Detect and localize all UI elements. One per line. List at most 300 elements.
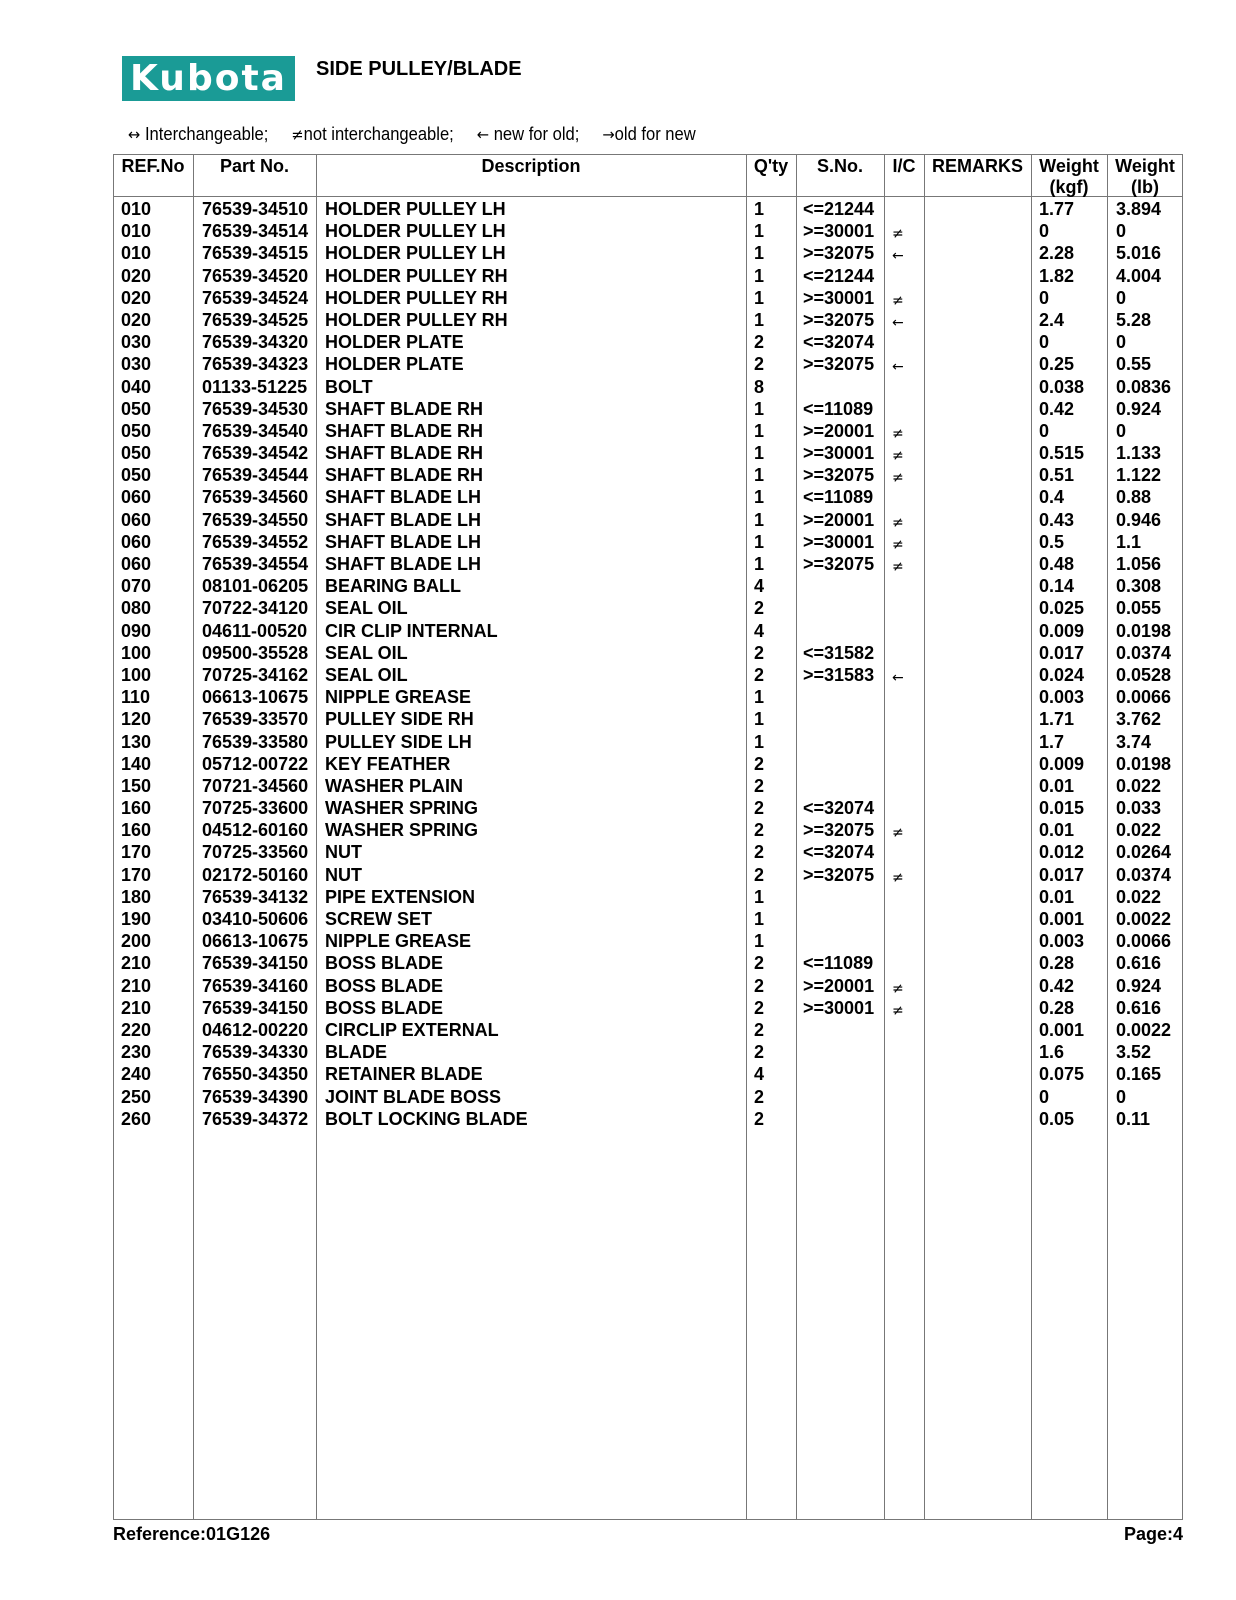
interchangeability-cell: ←	[892, 669, 904, 686]
weight-kgf-cell: 0.05	[1039, 1108, 1075, 1129]
weight-lb-cell: 0.0374	[1116, 864, 1172, 885]
reference-footer: Reference:01G126	[113, 1524, 271, 1544]
description-cell: NUT	[325, 842, 362, 863]
table-row	[113, 620, 1183, 642]
quantity-cell: 1	[754, 531, 765, 552]
description-cell: CIR CLIP INTERNAL	[325, 620, 498, 641]
part-number-cell: 76539-34132	[202, 886, 309, 907]
weight-lb-cell: 0.55	[1116, 354, 1152, 375]
weight-kgf-cell: 0.009	[1039, 753, 1085, 774]
table-row	[113, 287, 1183, 309]
weight-lb-cell: 0	[1116, 287, 1127, 308]
part-number-cell: 76539-34520	[202, 265, 309, 286]
ref-cell: 050	[121, 398, 152, 419]
weight-kgf-cell: 0.025	[1039, 598, 1085, 619]
part-number-cell: 04612-00220	[202, 1019, 309, 1040]
weight-lb-cell: 0.0066	[1116, 687, 1172, 708]
description-cell: WASHER SPRING	[325, 798, 479, 819]
quantity-cell: 2	[754, 354, 765, 375]
ref-cell: 250	[121, 1086, 152, 1107]
weight-lb-cell: 0.055	[1116, 598, 1162, 619]
description-cell: SCREW SET	[325, 909, 433, 929]
weight-kgf-cell: 0.515	[1039, 443, 1085, 464]
legend-label: new for old;	[493, 124, 580, 144]
description-cell: RETAINER BLADE	[325, 1064, 483, 1085]
quantity-cell: 2	[754, 753, 765, 774]
header-weight-kgf-line2: (kgf)	[1049, 177, 1089, 197]
description-cell: NIPPLE GREASE	[325, 687, 472, 708]
ref-cell: 030	[121, 354, 152, 375]
part-number-cell: 76539-34320	[202, 332, 309, 353]
quantity-cell: 2	[754, 642, 765, 663]
quantity-cell: 2	[754, 775, 765, 796]
quantity-cell: 2	[754, 864, 765, 885]
interchangeability-cell: ≠	[892, 1002, 904, 1019]
weight-kgf-cell: 0.017	[1039, 864, 1085, 885]
description-cell: JOINT BLADE BOSS	[325, 1086, 502, 1107]
table-row	[113, 886, 1183, 908]
weight-kgf-cell: 0	[1039, 221, 1050, 242]
table-row	[113, 753, 1183, 775]
table-row	[113, 309, 1183, 331]
serial-number-cell: <=21244	[803, 265, 875, 286]
ref-cell: 120	[121, 709, 152, 730]
description-cell: PULLEY SIDE LH	[325, 731, 472, 752]
serial-number-cell: >=30001	[803, 997, 875, 1018]
weight-lb-cell: 0.0022	[1116, 909, 1172, 929]
part-number-cell: 76539-34550	[202, 509, 309, 530]
table-row	[113, 220, 1183, 242]
quantity-cell: 1	[754, 265, 765, 286]
description-cell: BOSS BLADE	[325, 953, 444, 974]
legend-item-not-interchangeable	[291, 124, 453, 144]
table-row	[113, 553, 1183, 575]
description-cell: NIPPLE GREASE	[325, 931, 472, 952]
table-row	[113, 442, 1183, 464]
table-row	[113, 597, 1183, 619]
part-number-cell: 76539-34554	[202, 554, 309, 574]
quantity-cell: 1	[754, 709, 765, 730]
weight-lb-cell: 0.0066	[1116, 931, 1172, 952]
part-number-cell: 76539-34323	[202, 354, 309, 375]
description-cell: SHAFT BLADE RH	[325, 465, 483, 486]
page-number: Page:4	[1123, 1524, 1183, 1544]
part-number-cell: 76539-34525	[202, 309, 309, 330]
weight-kgf-cell: 0.42	[1039, 398, 1075, 419]
part-number-cell: 76539-34160	[202, 975, 309, 996]
interchangeability-cell: ≠	[892, 470, 904, 487]
ref-cell: 060	[121, 554, 152, 574]
weight-kgf-cell: 0.012	[1039, 842, 1085, 863]
part-number-cell: 06613-10675	[202, 931, 309, 952]
table-row	[113, 331, 1183, 353]
ref-cell: 080	[121, 598, 152, 619]
ref-cell: 130	[121, 731, 152, 752]
both-arrow-icon: ↔	[128, 125, 141, 144]
weight-kgf-cell: 0.5	[1039, 531, 1065, 552]
serial-number-cell: >=20001	[803, 420, 875, 441]
weight-kgf-cell: 1.71	[1039, 709, 1075, 730]
table-row	[113, 797, 1183, 819]
interchangeability-cell: ≠	[892, 869, 904, 886]
interchangeability-cell: ≠	[892, 980, 904, 997]
weight-lb-cell: 5.016	[1116, 243, 1162, 264]
description-cell: SEAL OIL	[325, 642, 408, 663]
serial-number-cell: <=32074	[803, 842, 875, 863]
serial-number-cell: >=30001	[803, 531, 875, 552]
quantity-cell: 8	[754, 376, 765, 397]
weight-lb-cell: 0	[1116, 221, 1127, 242]
weight-lb-cell: 1.122	[1116, 465, 1162, 486]
weight-lb-cell: 1.133	[1116, 443, 1162, 464]
weight-lb-cell: 0.924	[1116, 975, 1162, 996]
ref-cell: 160	[121, 820, 152, 841]
description-cell: WASHER SPRING	[325, 820, 479, 841]
quantity-cell: 4	[754, 576, 765, 597]
weight-lb-cell: 0	[1116, 420, 1127, 441]
weight-kgf-cell: 0.4	[1039, 487, 1065, 508]
ref-cell: 220	[121, 1019, 152, 1040]
description-cell: BOLT	[325, 376, 373, 397]
quantity-cell: 1	[754, 443, 765, 464]
ref-cell: 050	[121, 443, 152, 464]
part-number-cell: 09500-35528	[202, 642, 309, 663]
part-number-cell: 76539-34330	[202, 1042, 309, 1063]
legend-item-interchangeable	[128, 124, 268, 144]
weight-kgf-cell: 0.01	[1039, 820, 1075, 841]
interchangeability-cell: ≠	[892, 448, 904, 465]
table-row	[113, 642, 1183, 664]
table-row	[113, 398, 1183, 420]
part-number-cell: 76539-34150	[202, 997, 309, 1018]
ref-cell: 060	[121, 509, 152, 530]
interchangeability-cell: ≠	[892, 825, 904, 842]
header-weight-lb	[1107, 156, 1183, 198]
ref-cell: 060	[121, 531, 152, 552]
quantity-cell: 4	[754, 1064, 765, 1085]
weight-kgf-cell: 0.28	[1039, 997, 1075, 1018]
description-cell: HOLDER PULLEY RH	[325, 309, 508, 330]
weight-lb-cell: 0.88	[1116, 487, 1152, 508]
weight-kgf-cell: 0.075	[1039, 1064, 1085, 1085]
serial-number-cell: >=31583	[803, 664, 875, 685]
weight-kgf-cell: 0	[1039, 332, 1050, 353]
description-cell: SHAFT BLADE LH	[325, 487, 481, 508]
quantity-cell: 1	[754, 509, 765, 530]
serial-number-cell: >=32075	[803, 820, 875, 841]
ref-cell: 090	[121, 620, 152, 641]
part-number-cell: 76539-34150	[202, 953, 309, 974]
table-row	[113, 376, 1183, 398]
weight-lb-cell: 0.0198	[1116, 620, 1172, 641]
ref-cell: 030	[121, 332, 152, 353]
part-number-cell: 76539-34524	[202, 287, 309, 308]
serial-number-cell: >=32075	[803, 465, 875, 486]
description-cell: SHAFT BLADE RH	[325, 398, 483, 419]
interchangeability-legend	[128, 124, 714, 145]
interchangeability-cell: ≠	[892, 536, 904, 553]
interchangeability-cell: ←	[892, 359, 904, 376]
weight-kgf-cell: 0.25	[1039, 354, 1075, 375]
table-row	[113, 353, 1183, 375]
table-row	[113, 198, 1183, 220]
weight-kgf-cell: 0.43	[1039, 509, 1075, 530]
weight-kgf-cell: 0.017	[1039, 642, 1085, 663]
weight-kgf-cell: 0.003	[1039, 687, 1085, 708]
description-cell: HOLDER PULLEY RH	[325, 287, 508, 308]
ref-cell: 260	[121, 1108, 152, 1129]
interchangeability-cell: ≠	[892, 559, 904, 575]
table-row	[113, 575, 1183, 597]
serial-number-cell: >=30001	[803, 221, 875, 242]
weight-lb-cell: 4.004	[1116, 265, 1162, 286]
description-cell: NUT	[325, 864, 362, 885]
weight-lb-cell: 0.165	[1116, 1064, 1162, 1085]
description-cell: CIRCLIP EXTERNAL	[325, 1019, 499, 1040]
ref-cell: 020	[121, 287, 152, 308]
header-ic: I/C	[892, 156, 916, 176]
part-number-cell: 70721-34560	[202, 775, 309, 796]
table-row	[113, 731, 1183, 753]
header-weight-lb-line2: (lb)	[1131, 177, 1159, 197]
quantity-cell: 1	[754, 420, 765, 441]
weight-kgf-cell: 0	[1039, 287, 1050, 308]
weight-kgf-cell: 0.14	[1039, 576, 1075, 597]
description-cell: HOLDER PULLEY LH	[325, 221, 506, 242]
weight-lb-cell: 0.0264	[1116, 842, 1172, 863]
ref-cell: 010	[121, 243, 152, 264]
part-number-cell: 76539-34515	[202, 243, 309, 264]
quantity-cell: 2	[754, 820, 765, 841]
table-row	[113, 464, 1183, 486]
weight-lb-cell: 0.0836	[1116, 376, 1172, 397]
quantity-cell: 1	[754, 487, 765, 508]
serial-number-cell: >=30001	[803, 287, 875, 308]
table-row	[113, 975, 1183, 997]
weight-lb-cell: 1.056	[1116, 554, 1162, 574]
weight-kgf-cell: 0	[1039, 1086, 1050, 1107]
weight-kgf-cell: 0.015	[1039, 798, 1085, 819]
weight-lb-cell: 0.308	[1116, 576, 1162, 597]
description-cell: HOLDER PULLEY RH	[325, 265, 508, 286]
description-cell: KEY FEATHER	[325, 753, 451, 774]
ref-cell: 150	[121, 775, 152, 796]
part-number-cell: 76539-34540	[202, 420, 309, 441]
interchangeability-cell: ←	[892, 314, 904, 331]
serial-number-cell: <=32074	[803, 798, 875, 819]
weight-kgf-cell: 0.003	[1039, 931, 1085, 952]
part-number-cell: 70725-34162	[202, 664, 309, 685]
part-number-cell: 08101-06205	[202, 576, 309, 597]
serial-number-cell: <=11089	[803, 953, 874, 974]
description-cell: BOSS BLADE	[325, 997, 444, 1018]
table-row	[113, 819, 1183, 841]
serial-number-cell: <=31582	[803, 642, 875, 663]
serial-number-cell: >=20001	[803, 509, 875, 530]
serial-number-cell: >=32075	[803, 309, 875, 330]
description-cell: PULLEY SIDE RH	[325, 709, 474, 730]
part-number-cell: 76539-33570	[202, 709, 309, 730]
description-cell: HOLDER PULLEY LH	[325, 199, 506, 219]
serial-number-cell: <=11089	[803, 487, 874, 508]
table-row	[113, 686, 1183, 708]
part-number-cell: 03410-50606	[202, 909, 309, 929]
table-row	[113, 1041, 1183, 1063]
ref-cell: 210	[121, 975, 152, 996]
serial-number-cell: >=32075	[803, 354, 875, 375]
table-row	[113, 1086, 1183, 1108]
serial-number-cell: >=30001	[803, 443, 875, 464]
quantity-cell: 2	[754, 1042, 765, 1063]
weight-kgf-cell: 0.42	[1039, 975, 1075, 996]
weight-kgf-cell: 0.28	[1039, 953, 1075, 974]
part-number-cell: 76539-34552	[202, 531, 309, 552]
quantity-cell: 2	[754, 997, 765, 1018]
serial-number-cell: >=32075	[803, 243, 875, 264]
weight-lb-cell: 3.74	[1116, 731, 1152, 752]
table-row	[113, 1108, 1183, 1130]
left-arrow-icon: ←	[476, 125, 490, 144]
quantity-cell: 2	[754, 1108, 765, 1129]
interchangeability-cell: ≠	[892, 425, 904, 442]
weight-lb-cell: 0	[1116, 1086, 1127, 1107]
description-cell: WASHER PLAIN	[325, 775, 464, 796]
table-row	[113, 1019, 1183, 1041]
description-cell: HOLDER PULLEY LH	[325, 243, 506, 264]
table-row	[113, 952, 1183, 974]
quantity-cell: 2	[754, 798, 765, 819]
weight-kgf-cell: 0.01	[1039, 886, 1075, 907]
quantity-cell: 1	[754, 886, 765, 907]
header-description: Description	[481, 156, 581, 176]
weight-kgf-cell: 1.7	[1039, 731, 1065, 752]
interchangeability-cell: ≠	[892, 514, 904, 531]
quantity-cell: 1	[754, 731, 765, 752]
weight-lb-cell: 1.1	[1116, 531, 1142, 552]
table-row	[113, 486, 1183, 508]
part-number-cell: 02172-50160	[202, 864, 309, 885]
not-equal-icon: ≠	[291, 125, 304, 144]
weight-lb-cell: 0.0198	[1116, 753, 1172, 774]
quantity-cell: 1	[754, 398, 765, 419]
weight-kgf-cell: 0.001	[1039, 1019, 1085, 1040]
quantity-cell: 1	[754, 554, 765, 574]
table-row	[113, 420, 1183, 442]
interchangeability-cell: ≠	[892, 292, 904, 309]
description-cell: BOLT LOCKING BLADE	[325, 1108, 528, 1129]
part-number-cell: 05712-00722	[202, 753, 309, 774]
ref-cell: 020	[121, 309, 152, 330]
ref-cell: 110	[121, 687, 151, 708]
part-number-cell: 04611-00520	[202, 620, 308, 641]
part-number-cell: 76539-34542	[202, 443, 309, 464]
serial-number-cell: >=32075	[803, 554, 875, 574]
serial-number-cell: <=21244	[803, 199, 875, 219]
header-qty: Q'ty	[753, 156, 789, 176]
description-cell: SHAFT BLADE LH	[325, 554, 481, 574]
description-cell: SHAFT BLADE RH	[325, 420, 483, 441]
weight-lb-cell: 0.0022	[1116, 1019, 1172, 1040]
weight-lb-cell: 0	[1116, 332, 1127, 353]
ref-cell: 050	[121, 465, 152, 486]
header-weight-lb-line1: Weight	[1115, 156, 1175, 176]
ref-cell: 210	[121, 953, 152, 974]
description-cell: SHAFT BLADE LH	[325, 531, 481, 552]
description-cell: HOLDER PLATE	[325, 354, 464, 375]
weight-kgf-cell: 0.001	[1039, 909, 1085, 929]
ref-cell: 010	[121, 199, 152, 219]
table-row	[113, 930, 1183, 952]
part-number-cell: 76550-34350	[202, 1064, 309, 1085]
ref-cell: 100	[121, 664, 152, 685]
page-title: SIDE PULLEY/BLADE	[316, 58, 522, 80]
serial-number-cell: >=32075	[803, 864, 875, 885]
ref-cell: 070	[121, 576, 152, 597]
quantity-cell: 2	[754, 1086, 765, 1107]
weight-kgf-cell: 0.48	[1039, 554, 1075, 574]
table-row	[113, 997, 1183, 1019]
quantity-cell: 1	[754, 243, 765, 264]
quantity-cell: 1	[754, 309, 765, 330]
weight-lb-cell: 0.616	[1116, 997, 1162, 1018]
weight-lb-cell: 0.022	[1116, 820, 1162, 841]
kubota-logo	[122, 56, 295, 101]
header-part: Part No.	[219, 156, 289, 176]
table-row	[113, 509, 1183, 531]
ref-cell: 190	[121, 909, 152, 929]
ref-cell: 160	[121, 798, 152, 819]
part-number-cell: 76539-34560	[202, 487, 309, 508]
table-row	[113, 265, 1183, 287]
ref-cell: 050	[121, 420, 152, 441]
quantity-cell: 1	[754, 221, 765, 242]
table-row	[113, 708, 1183, 730]
header-divider	[113, 196, 1183, 197]
ref-cell: 020	[121, 265, 152, 286]
part-number-cell: 70725-33560	[202, 842, 309, 863]
weight-lb-cell: 0.11	[1116, 1108, 1151, 1129]
interchangeability-cell: ≠	[892, 226, 904, 243]
weight-kgf-cell: 2.4	[1039, 309, 1065, 330]
weight-kgf-cell: 0.038	[1039, 376, 1085, 397]
part-number-cell: 01133-51225	[202, 376, 308, 397]
weight-lb-cell: 0.022	[1116, 775, 1162, 796]
ref-cell: 170	[121, 842, 152, 863]
ref-cell: 210	[121, 997, 152, 1018]
ref-cell: 100	[121, 642, 152, 663]
legend-label: old for new	[614, 124, 696, 144]
weight-lb-cell: 0.022	[1116, 886, 1162, 907]
description-cell: SHAFT BLADE RH	[325, 443, 483, 464]
weight-kgf-cell: 1.82	[1039, 265, 1075, 286]
serial-number-cell: <=11089	[803, 398, 874, 419]
weight-kgf-cell: 0	[1039, 420, 1050, 441]
part-number-cell: 76539-34390	[202, 1086, 309, 1107]
quantity-cell: 2	[754, 953, 765, 974]
quantity-cell: 2	[754, 975, 765, 996]
weight-lb-cell: 3.52	[1116, 1042, 1152, 1063]
quantity-cell: 1	[754, 931, 765, 952]
quantity-cell: 2	[754, 598, 765, 619]
legend-item-old-for-new	[602, 124, 695, 144]
table-row	[113, 242, 1183, 264]
part-number-cell: 06613-10675	[202, 687, 309, 708]
weight-lb-cell: 3.894	[1116, 199, 1162, 219]
weight-kgf-cell: 0.51	[1039, 465, 1075, 486]
table-row	[113, 531, 1183, 553]
part-number-cell: 76539-34510	[202, 199, 309, 219]
part-number-cell: 76539-34544	[202, 465, 309, 486]
